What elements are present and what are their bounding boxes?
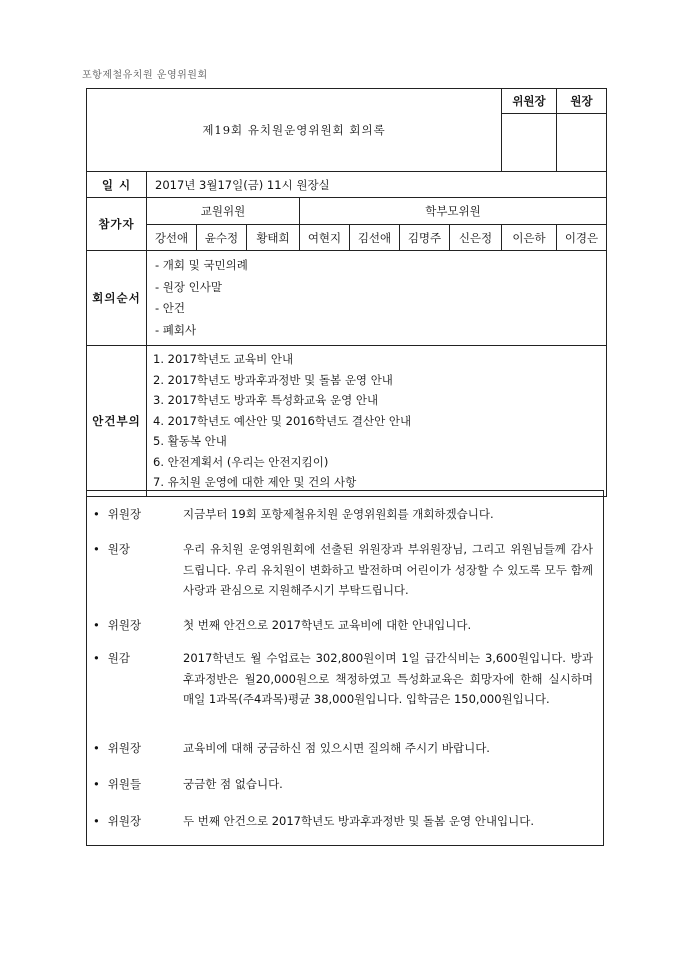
agenda-label: 안건부의 xyxy=(87,346,147,497)
speech-text: 교육비에 대해 궁금하신 점 있으시면 질의해 주시기 바랍니다. xyxy=(183,741,490,755)
list-item: 1. 2017학년도 교육비 안내 xyxy=(153,352,294,366)
bullet-icon: • xyxy=(93,777,100,791)
datetime-value: 2017년 3월17일(금) 11시 원장실 xyxy=(147,172,607,198)
approval-chair-label: 위원장 xyxy=(502,89,557,114)
participant-name: 김선애 xyxy=(350,225,400,251)
list-item: - 안건 xyxy=(155,301,186,315)
speaker-name: 위원장 xyxy=(107,507,142,521)
agenda-cell xyxy=(147,346,607,497)
order-list xyxy=(147,251,606,345)
speaker-name: 위원장 xyxy=(107,618,142,632)
list-item: 5. 활동복 안내 xyxy=(153,434,227,448)
participant-name: 강선애 xyxy=(147,225,197,251)
participant-name: 이경은 xyxy=(557,225,607,251)
order-cell xyxy=(147,251,607,346)
participants-label: 참가자 xyxy=(87,198,147,251)
list-item: 6. 안전계획서 (우리는 안전지킴이) xyxy=(153,454,329,469)
meeting-info-table xyxy=(86,88,607,497)
agenda-list xyxy=(147,346,606,496)
list-item: - 개회 및 국민의례 xyxy=(155,258,248,272)
speech-text: 두 번째 안건으로 2017학년도 방과후과정반 및 돌봄 운영 안내입니다. xyxy=(183,814,534,828)
speaker-name: 위원장 xyxy=(107,814,142,828)
speech-text: 궁금한 점 없습니다. xyxy=(183,777,283,791)
speaker xyxy=(93,811,178,831)
datetime-label: 일 시 xyxy=(87,172,147,198)
approval-chair-signature-box xyxy=(502,114,557,172)
participant-name: 윤수정 xyxy=(197,225,247,251)
bullet-icon: • xyxy=(93,741,100,755)
document-header-note: 포항제철유치원 운영위원회 xyxy=(82,70,208,81)
speaker xyxy=(93,539,178,559)
list-item: 2. 2017학년도 방과후과정반 및 돌봄 운영 안내 xyxy=(153,372,393,387)
list-item: 3. 2017학년도 방과후 특성화교육 운영 안내 xyxy=(153,393,379,407)
participant-name: 신은정 xyxy=(450,225,502,251)
speaker xyxy=(93,774,178,794)
participant-name: 황태희 xyxy=(247,225,300,251)
speaker-name: 원장 xyxy=(107,542,131,556)
bullet-icon: • xyxy=(93,651,100,665)
speech-text: 첫 번째 안건으로 2017학년도 교육비에 대한 안내입니다. xyxy=(183,618,472,632)
participant-name: 여현지 xyxy=(300,225,350,251)
speaker xyxy=(93,615,178,635)
speaker xyxy=(93,738,178,758)
minutes-box xyxy=(86,490,604,846)
speaker-name: 위원들 xyxy=(107,777,142,791)
teacher-group-header: 교원위원 xyxy=(147,198,300,225)
approval-director-label: 원장 xyxy=(557,89,607,114)
bullet-icon: • xyxy=(93,814,100,828)
page-title: 제19회 유치원운영위원회 회의록 xyxy=(87,89,502,172)
speaker-name: 위원장 xyxy=(107,741,142,755)
list-item: - 원장 인사말 xyxy=(155,279,223,294)
parent-group-header: 학부모위원 xyxy=(300,198,607,225)
participant-name: 이은하 xyxy=(502,225,557,251)
speaker xyxy=(93,504,178,524)
list-item: 7. 유치원 운영에 대한 제안 및 건의 사항 xyxy=(153,475,357,489)
list-item: 4. 2017학년도 예산안 및 2016학년도 결산안 안내 xyxy=(153,413,412,428)
order-label: 회의순서 xyxy=(87,251,147,346)
speech-text: 지금부터 19회 포항제철유치원 운영위원회를 개회하겠습니다. xyxy=(183,507,494,521)
list-item: - 폐회사 xyxy=(155,322,197,337)
bullet-icon: • xyxy=(93,542,100,556)
speaker xyxy=(93,648,178,668)
bullet-icon: • xyxy=(93,618,100,632)
speaker-name: 원감 xyxy=(107,651,131,665)
speech-text: 우리 유치원 운영위원회에 선출된 위원장과 부위원장님, 그리고 위원님들께 감사드립니다. 우리 유치원이 변화하고 발전하며 어린이가 성장할 수 있도록 모두 함께 사랑과 관심으로 지원해주시기 부탁드립니다. xyxy=(183,542,593,597)
bullet-icon: • xyxy=(93,507,100,521)
speech-text: 2017학년도 월 수업료는 302,800원이며 1일 급간식비는 3,600원입니다. 방과후과정반은 월20,000원으로 책정하였고 특성화교육은 희망자에 한해 실시하며 매일 1과목(주4과목)평균 38,000원입니다. 입학금은 150,000원입니다. xyxy=(183,651,593,706)
approval-director-signature-box xyxy=(557,114,607,172)
participant-name: 김명주 xyxy=(400,225,450,251)
